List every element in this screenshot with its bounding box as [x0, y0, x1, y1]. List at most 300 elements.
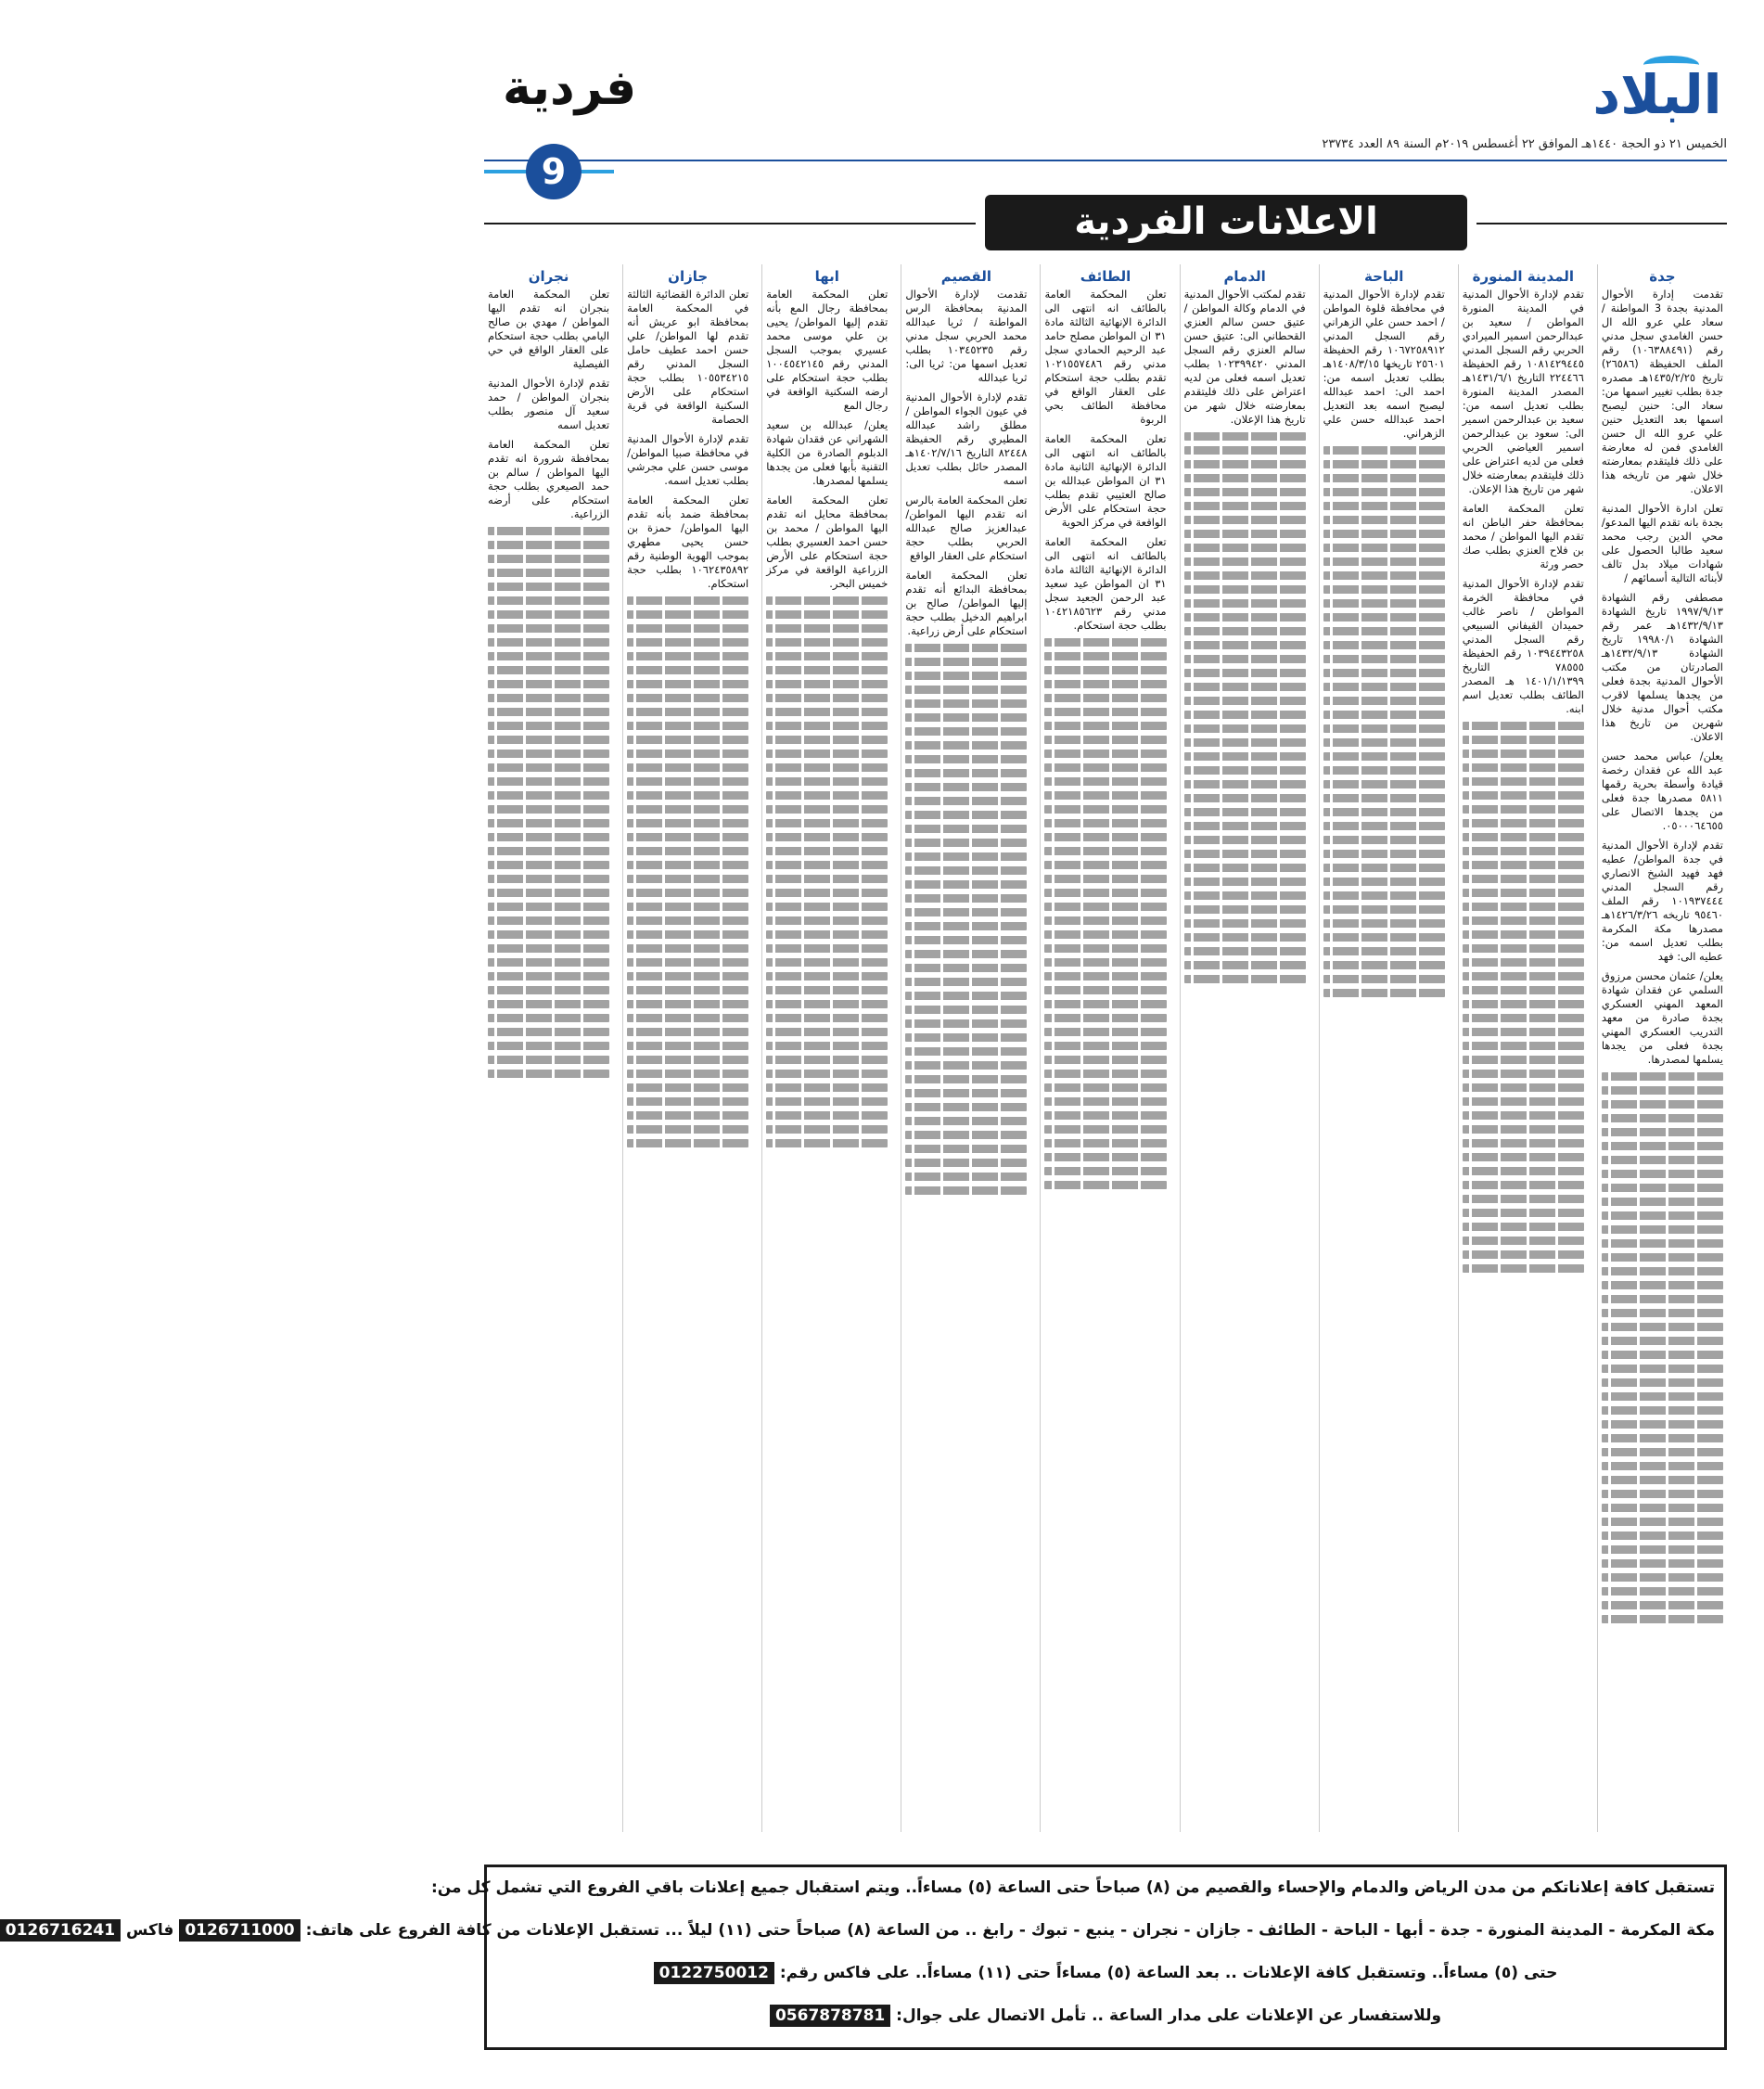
text-line-placeholder	[1463, 763, 1584, 772]
text-line-placeholder	[488, 583, 609, 591]
text-line-placeholder	[905, 1061, 1027, 1070]
text-line-placeholder	[1184, 585, 1306, 594]
text-line-placeholder	[1184, 891, 1306, 900]
city-heading: القصيم	[940, 268, 992, 285]
text-line-placeholder	[905, 686, 1027, 694]
text-line-placeholder	[1602, 1323, 1723, 1331]
text-line-placeholder	[905, 825, 1027, 833]
classified-ad: تعلن المحكمة العامة بالطائف انه انتهى الى الدائرة الإنهائية الثالثة مادة ٣١ ان المواطن عيد سعيد عبد الرحمن الجعيد سجل مدني رقم ١٠٤٢١٨٥٦٢٣ بطلب حجة استحكام.	[1044, 535, 1167, 632]
text-line-placeholder	[766, 708, 888, 716]
text-line-placeholder	[905, 922, 1027, 930]
text-line-placeholder	[766, 1097, 888, 1106]
city-heading: المدينة المنورة	[1472, 268, 1575, 285]
text-line-placeholder	[1323, 460, 1445, 468]
text-line-placeholder	[766, 1056, 888, 1064]
text-line-placeholder	[1323, 557, 1445, 566]
text-line-placeholder	[1323, 961, 1445, 969]
text-line-placeholder	[1602, 1392, 1723, 1401]
text-line-placeholder	[1602, 1615, 1723, 1623]
text-line-placeholder	[1184, 711, 1306, 719]
text-line-placeholder	[905, 755, 1027, 763]
text-line-placeholder	[1184, 947, 1306, 955]
text-line-placeholder	[488, 903, 609, 911]
text-line-placeholder	[905, 1047, 1027, 1056]
text-line-placeholder	[1044, 1153, 1166, 1161]
text-line-placeholder	[1323, 794, 1445, 802]
text-line-placeholder	[1602, 1267, 1723, 1275]
page-number-badge: 9	[526, 144, 582, 199]
logo-text: البلاد	[1592, 63, 1722, 126]
classified-ad: تعلن ادارة الأحوال المدنية بجدة بانه تقدم اليها المدعو/ محي الدين رجب محمد سعيد طالبا الحصول على شهادات ميلاد بدل تالف لأبنائه التالية أسمائهم /	[1601, 502, 1723, 584]
text-line-placeholder	[1463, 1000, 1584, 1008]
text-line-placeholder	[1323, 585, 1445, 594]
classified-ad: تقدم لإدارة الأحوال المدنية في محافظة الخرمة المواطن / ناصر غالب حميدان القيفاني السبيعي رقم السجل المدني ١٠٣٩٤٤٣٢٥٨ رقم الحفيظة ٧٨٥٥٥ التاريخ ١٤٠١/١/١٣٩٩ هـ المصدر الطائف بطلب تعديل اسم ابنه.	[1462, 577, 1584, 715]
text-line-placeholder	[488, 889, 609, 897]
text-line-placeholder	[1602, 1601, 1723, 1609]
text-line-placeholder	[488, 708, 609, 716]
text-line-placeholder	[1463, 1264, 1584, 1273]
classified-ad: تقدم لإدارة الأحوال المدنية في جدة المواطن/ عطيه فهد فهيد الشيخ الانصاري رقم السجل المدني ١٠١٩٣٧٤٤٤ رقم الملف ٩٥٤٦٠ تاريخه ١٤٢٦/٣/٢٦هـ مصدرها مكة المكرمة بطلب تعديل اسمه من: عطيه الى: فهد	[1601, 839, 1723, 963]
city-heading: الباحة	[1364, 268, 1404, 285]
text-line-placeholder	[627, 736, 748, 744]
text-line-placeholder	[766, 903, 888, 911]
text-line-placeholder	[1602, 1532, 1723, 1540]
text-line-placeholder	[905, 658, 1027, 666]
text-line-placeholder	[1044, 1083, 1166, 1092]
text-line-placeholder	[1323, 571, 1445, 580]
text-line-placeholder	[488, 1014, 609, 1022]
text-line-placeholder	[627, 610, 748, 619]
text-line-placeholder	[1463, 903, 1584, 911]
text-line-placeholder	[905, 894, 1027, 903]
text-line-placeholder	[488, 638, 609, 647]
text-line-placeholder	[1602, 1337, 1723, 1345]
contact-footer	[5, 1865, 1727, 2050]
text-line-placeholder	[1044, 791, 1166, 800]
phone-mobile[interactable]: 0567878781	[770, 2005, 890, 2027]
text-line-placeholder	[1184, 446, 1306, 455]
text-line-placeholder	[627, 596, 748, 605]
text-line-placeholder	[1044, 666, 1166, 674]
text-line-placeholder	[627, 958, 748, 967]
text-line-placeholder	[1184, 502, 1306, 510]
text-line-placeholder	[488, 916, 609, 925]
text-line-placeholder	[627, 750, 748, 758]
text-line-placeholder	[627, 694, 748, 702]
text-line-placeholder	[1323, 808, 1445, 816]
text-line-placeholder	[766, 833, 888, 841]
text-line-placeholder	[1602, 1295, 1723, 1303]
footer-line-4	[496, 2006, 1715, 2025]
classified-ad: تقدم لإدارة الأحوال المدنية في عيون الجواء المواطن / مطلق راشد عبدالله المطيري رقم الحفيظة ٨٢٤٤٨ التاريخ ١٤٠٢/٧/١٦هـ المصدر حائل بطلب تعديل اسمه	[905, 391, 1028, 487]
text-line-placeholder	[1184, 808, 1306, 816]
text-line-placeholder	[1463, 944, 1584, 953]
text-line-placeholder	[627, 1139, 748, 1147]
text-line-placeholder	[1184, 474, 1306, 482]
text-line-placeholder	[627, 680, 748, 688]
ad-column	[1040, 264, 1170, 1832]
text-line-placeholder	[1184, 864, 1306, 872]
text-line-placeholder	[627, 861, 748, 869]
text-line-placeholder	[1602, 1518, 1723, 1526]
text-line-placeholder	[766, 805, 888, 814]
text-line-placeholder	[1463, 986, 1584, 994]
text-line-placeholder	[1602, 1420, 1723, 1429]
text-line-placeholder	[1602, 1365, 1723, 1373]
classified-ad: يعلن/ عبدالله بن سعيد الشهراني عن فقدان شهادة الدبلوم الصادرة من الكلية التقنية بأبها فعلى من يجدها يسلمها لمصدرها.	[766, 418, 888, 487]
text-line-placeholder	[1184, 432, 1306, 441]
text-line-placeholder	[1463, 750, 1584, 758]
text-line-placeholder	[1463, 1014, 1584, 1022]
classified-ad: تعلن المحكمة العامة بنجران انه تقدم اليها المواطن / مهدي بن صالح اليامي بطلب حجة استحكام على العقار الواقع في حي الفيصلية	[488, 288, 610, 370]
text-line-placeholder	[766, 1000, 888, 1008]
text-line-placeholder	[1602, 1225, 1723, 1234]
phone-fax[interactable]: 0126716241	[0, 1919, 121, 1942]
text-line-placeholder	[1184, 933, 1306, 942]
text-line-placeholder	[1323, 766, 1445, 775]
text-line-placeholder	[1323, 864, 1445, 872]
text-line-placeholder	[488, 1000, 609, 1008]
text-line-placeholder	[1463, 875, 1584, 883]
text-line-placeholder	[1602, 1128, 1723, 1136]
text-line-placeholder	[627, 916, 748, 925]
text-line-placeholder	[1184, 655, 1306, 663]
classified-ad: تعلن المحكمة العامة بمحافظة البدائع أنه تقدم إليها المواطن/ صالح بن ابراهيم الدخيل بطلب حجة استحكام على أرض زراعية.	[905, 569, 1028, 637]
text-line-placeholder	[1602, 1100, 1723, 1109]
text-line-placeholder	[1602, 1156, 1723, 1164]
classified-ad: تعلن الدائرة القضائية الثالثة في المحكمة العامة بمحافظة ابو عريش أنه تقدم لها المواطن/ علي حسن احمد عطيف حامل السجل المدني رقم ١٠٥٥٣٤٢١٥ بطلب حجة استحكام على الأرض السكنية الواقعة في قرية الحصامة	[627, 288, 749, 426]
text-line-placeholder	[1184, 738, 1306, 747]
text-line-placeholder	[1602, 1545, 1723, 1554]
text-line-placeholder	[1323, 975, 1445, 983]
text-line-placeholder	[1323, 599, 1445, 608]
text-line-placeholder	[1463, 1139, 1584, 1147]
text-line-placeholder	[766, 1125, 888, 1134]
text-line-placeholder	[1602, 1559, 1723, 1568]
newspaper-logo	[1588, 37, 1727, 130]
text-line-placeholder	[905, 1173, 1027, 1181]
text-line-placeholder	[905, 866, 1027, 875]
text-line-placeholder	[1044, 1097, 1166, 1106]
text-line-placeholder	[627, 791, 748, 800]
text-line-placeholder	[766, 1042, 888, 1050]
text-line-placeholder	[766, 1083, 888, 1092]
text-line-placeholder	[1602, 1406, 1723, 1415]
text-line-placeholder	[1602, 1476, 1723, 1484]
classified-ad: تقدم لإدارة الأحوال المدنية في محافظة قلوة المواطن / احمد حسن علي الزهراني رقم السجل المدني ١٠٦٧٢٥٨٩١٢ رقم الحفيظة ٢٥٦٠١ تاريخها ١٤٠٨/٣/١٥هـ بطلب تعديل اسمه من: احمد الى: احمد عبدالله ليصبح اسمه بعد التعديل احمد عبدالله حسن علي الزهراني.	[1323, 288, 1445, 440]
text-line-placeholder	[488, 736, 609, 744]
text-line-placeholder	[488, 624, 609, 633]
text-line-placeholder	[1323, 711, 1445, 719]
text-line-placeholder	[1044, 847, 1166, 855]
text-line-placeholder	[1184, 766, 1306, 775]
text-line-placeholder	[1044, 750, 1166, 758]
classified-ad: تعلن المحكمة العامة بمحافظة ضمد بأنه تقدم اليها المواطن/ حمزة بن حسن يحيى مطهري بموجب الهوية الوطنية رقم ١٠٦٢٤٣٥٨٩٢ بطلب حجة استحكام.	[627, 493, 749, 590]
text-line-placeholder	[766, 610, 888, 619]
classified-ad: تعلن المحكمة العامة بالطائف انه انتهى الى الدائرة الإنهائية الثانية مادة ٣١ ان المواطن عبدالله بن صالح العتيبي تقدم بطلب حجة استحكام على الأرض الواقعة في مركز الحوية	[1044, 432, 1167, 529]
text-line-placeholder	[627, 666, 748, 674]
text-line-placeholder	[1044, 819, 1166, 827]
text-line-placeholder	[1323, 738, 1445, 747]
text-line-placeholder	[1044, 1042, 1166, 1050]
text-line-placeholder	[905, 727, 1027, 736]
text-line-placeholder	[905, 1145, 1027, 1153]
text-line-placeholder	[1463, 1209, 1584, 1217]
text-line-placeholder	[1323, 822, 1445, 830]
text-line-placeholder	[488, 847, 609, 855]
text-line-placeholder	[1602, 1434, 1723, 1442]
city-heading: الطائف	[1080, 268, 1131, 285]
text-line-placeholder	[488, 1070, 609, 1078]
text-line-placeholder	[1044, 1111, 1166, 1120]
text-line-placeholder	[1463, 861, 1584, 869]
text-line-placeholder	[905, 1033, 1027, 1042]
masthead	[484, 37, 1727, 158]
text-line-placeholder	[766, 638, 888, 647]
text-line-placeholder	[627, 1097, 748, 1106]
text-line-placeholder	[1463, 1153, 1584, 1161]
text-line-placeholder	[905, 978, 1027, 986]
text-line-placeholder	[1044, 944, 1166, 953]
text-line-placeholder	[1323, 989, 1445, 997]
text-line-placeholder	[1463, 1167, 1584, 1175]
text-line-placeholder	[488, 569, 609, 577]
text-line-placeholder	[1184, 571, 1306, 580]
text-line-placeholder	[1184, 683, 1306, 691]
text-line-placeholder	[766, 1111, 888, 1120]
text-line-placeholder	[1044, 903, 1166, 911]
text-line-placeholder	[1463, 958, 1584, 967]
text-line-placeholder	[488, 833, 609, 841]
text-line-placeholder	[766, 666, 888, 674]
text-line-placeholder	[488, 944, 609, 953]
text-line-placeholder	[1463, 1111, 1584, 1120]
text-line-placeholder	[1463, 1070, 1584, 1078]
text-line-placeholder	[766, 861, 888, 869]
text-line-placeholder	[766, 1028, 888, 1036]
text-line-placeholder	[1323, 850, 1445, 858]
text-line-placeholder	[627, 1056, 748, 1064]
text-line-placeholder	[1602, 1573, 1723, 1582]
text-line-placeholder	[627, 1111, 748, 1120]
text-line-placeholder	[905, 797, 1027, 805]
text-line-placeholder	[1323, 947, 1445, 955]
text-line-placeholder	[905, 811, 1027, 819]
text-line-placeholder	[627, 1042, 748, 1050]
ad-column	[484, 264, 613, 1832]
phone-fax-evening[interactable]: 0122750012	[654, 1962, 774, 1984]
text-line-placeholder	[1044, 1014, 1166, 1022]
text-line-placeholder	[1184, 878, 1306, 886]
banner-rule-left	[484, 223, 976, 224]
text-line-placeholder	[766, 596, 888, 605]
text-line-placeholder	[488, 861, 609, 869]
text-line-placeholder	[1044, 652, 1166, 660]
ad-column	[1180, 264, 1310, 1832]
text-line-placeholder	[1463, 1056, 1584, 1064]
text-line-placeholder	[488, 805, 609, 814]
text-line-placeholder	[488, 1042, 609, 1050]
text-line-placeholder	[488, 527, 609, 535]
text-line-placeholder	[488, 958, 609, 967]
text-line-placeholder	[488, 722, 609, 730]
text-line-placeholder	[627, 1083, 748, 1092]
text-line-placeholder	[1184, 544, 1306, 552]
classified-ad: تعلن المحكمة العامة بمحافظة رجال المع بأنه تقدم إليها المواطن/ يحيى بن علي موسى محمد عسيري بموجب السجل المدني رقم ١٠٠٤٥٤٢١٤٥ بطلب حجة استحكام على ارضه السكنية الواقعة في رجال المع	[766, 288, 888, 412]
text-line-placeholder	[1044, 1000, 1166, 1008]
text-line-placeholder	[1602, 1504, 1723, 1512]
text-line-placeholder	[1044, 889, 1166, 897]
text-line-placeholder	[1323, 752, 1445, 761]
text-line-placeholder	[1602, 1184, 1723, 1192]
text-line-placeholder	[905, 964, 1027, 972]
text-line-placeholder	[1184, 669, 1306, 677]
classified-ad: يعلن/ عباس محمد حسن عبد الله عن فقدان رخصة قيادة وأسطة بحرية رقمها ٥٨١١ مصدرها جدة فعلى من يجدها الاتصال على ٠٥٠٠٠٦٤٦٥٥.	[1601, 750, 1723, 832]
text-line-placeholder	[766, 1070, 888, 1078]
text-line-placeholder	[1463, 736, 1584, 744]
classified-ad: تعلن المحكمة العامة بمحافظة شرورة انه تقدم اليها المواطن / سالم بن حمد الصيعري بطلب حجة استحكام على أرضه الزراعية.	[488, 438, 610, 520]
text-line-placeholder	[1184, 460, 1306, 468]
ad-column	[1319, 264, 1449, 1832]
text-line-placeholder	[1323, 446, 1445, 455]
text-line-placeholder	[1323, 683, 1445, 691]
text-line-placeholder	[488, 750, 609, 758]
text-line-placeholder	[488, 972, 609, 980]
text-line-placeholder	[1184, 752, 1306, 761]
text-line-placeholder	[1463, 916, 1584, 925]
text-line-placeholder	[766, 930, 888, 939]
text-line-placeholder	[766, 958, 888, 967]
text-line-placeholder	[1323, 891, 1445, 900]
text-line-placeholder	[905, 1159, 1027, 1167]
text-line-placeholder	[1463, 1125, 1584, 1134]
text-line-placeholder	[766, 819, 888, 827]
text-line-placeholder	[488, 541, 609, 549]
text-line-placeholder	[1463, 1097, 1584, 1106]
text-line-placeholder	[905, 672, 1027, 680]
text-line-placeholder	[1602, 1114, 1723, 1122]
text-line-placeholder	[627, 1028, 748, 1036]
text-line-placeholder	[627, 652, 748, 660]
text-line-placeholder	[1323, 933, 1445, 942]
text-line-placeholder	[1044, 777, 1166, 786]
text-line-placeholder	[1323, 474, 1445, 482]
text-line-placeholder	[766, 1014, 888, 1022]
text-line-placeholder	[1463, 777, 1584, 786]
ad-column	[1458, 264, 1588, 1832]
ad-column	[622, 264, 752, 1832]
text-line-placeholder	[627, 930, 748, 939]
city-heading: نجران	[528, 268, 569, 285]
city-heading: ابها	[814, 268, 839, 285]
phone-main[interactable]: 0126711000	[179, 1919, 300, 1942]
text-line-placeholder	[488, 666, 609, 674]
text-line-placeholder	[627, 847, 748, 855]
footer-line-3-text: حتى (٥) مساءاً.. وتستقبل كافة الإعلانات .. بعد الساعة (٥) مساءاً حتى (١١) مساءاً.. على فاكس رقم:	[779, 1964, 1558, 1982]
text-line-placeholder	[488, 791, 609, 800]
text-line-placeholder	[1184, 516, 1306, 524]
text-line-placeholder	[627, 1000, 748, 1008]
classified-ad: تقدمت لإدارة الأحوال المدنية بمحافظة الرس المواطنة / ثريا عبدالله محمد الحربي سجل مدني رقم ١٠٣٤٥٢٣٥ بطلب تعديل اسمها من: ثريا الى: ثريا عبدالله	[905, 288, 1028, 384]
text-line-placeholder	[1463, 1237, 1584, 1245]
classified-ad: تعلن المحكمة العامة بالطائف انه انتهى الى الدائرة الإنهائية الثالثة مادة ٣١ ان المواطن مصلح حامد عبد الرحيم الحمادي سجل مدني رقم ١٠٢١٥٥٧٤٨٦ تقدم بطلب حجة استحكام على العقار الواقع في محافظة الطائف بحي الربوة	[1044, 288, 1167, 426]
text-line-placeholder	[1044, 1070, 1166, 1078]
text-line-placeholder	[1184, 919, 1306, 928]
text-line-placeholder	[905, 1006, 1027, 1014]
text-line-placeholder	[905, 908, 1027, 916]
text-line-placeholder	[1602, 1086, 1723, 1095]
text-line-placeholder	[1463, 889, 1584, 897]
text-line-placeholder	[488, 819, 609, 827]
classified-ad: تعلن المحكمة العامة بالرس انه تقدم اليها المواطن/ عبدالعزيز صالح عبدالله الحربي بطلب حجة استحكام على العقار الواقع	[905, 493, 1028, 562]
text-line-placeholder	[766, 847, 888, 855]
text-line-placeholder	[1602, 1142, 1723, 1150]
text-line-placeholder	[1044, 875, 1166, 883]
text-line-placeholder	[1323, 530, 1445, 538]
text-line-placeholder	[1184, 488, 1306, 496]
text-line-placeholder	[627, 1070, 748, 1078]
footer-line-1: تستقبل كافة إعلاناتكم من مدن الرياض والدمام والإحساء والقصيم من (٨) صباحاً حتى الساعة (٥) مساءاً.. ويتم استقبال جميع إعلانات باقي الفروع التي تشمل كل من:	[430, 1878, 1715, 1897]
city-heading: جدة	[1649, 268, 1676, 285]
text-line-placeholder	[905, 699, 1027, 708]
text-line-placeholder	[905, 769, 1027, 777]
text-line-placeholder	[766, 875, 888, 883]
text-line-placeholder	[905, 839, 1027, 847]
text-line-placeholder	[1323, 627, 1445, 635]
text-line-placeholder	[1323, 919, 1445, 928]
text-line-placeholder	[905, 783, 1027, 791]
text-line-placeholder	[488, 596, 609, 605]
text-line-placeholder	[1323, 905, 1445, 914]
text-line-placeholder	[488, 1056, 609, 1064]
text-line-placeholder	[488, 986, 609, 994]
text-line-placeholder	[1184, 641, 1306, 649]
text-line-placeholder	[1044, 1181, 1166, 1189]
text-line-placeholder	[1323, 516, 1445, 524]
text-line-placeholder	[1323, 697, 1445, 705]
text-line-placeholder	[905, 713, 1027, 722]
issue-info: الخميس ٢١ ذو الحجة ١٤٤٠هـ الموافق ٢٢ أغسطس ٢٠١٩م السنة ٨٩ العدد ٢٣٧٣٤	[1322, 137, 1727, 151]
text-line-placeholder	[1184, 822, 1306, 830]
text-line-placeholder	[1044, 861, 1166, 869]
text-line-placeholder	[766, 763, 888, 772]
text-line-placeholder	[627, 638, 748, 647]
classified-ad: تقدم لإدارة الأحوال المدنية بنجران المواطن / حمد سعيد آل منصور بطلب تعديل اسمه	[488, 377, 610, 431]
ad-columns	[484, 264, 1727, 1832]
text-line-placeholder	[1044, 708, 1166, 716]
text-line-placeholder	[766, 750, 888, 758]
text-line-placeholder	[766, 736, 888, 744]
text-line-placeholder	[488, 694, 609, 702]
text-line-placeholder	[1463, 1083, 1584, 1092]
text-line-placeholder	[1044, 833, 1166, 841]
text-line-placeholder	[766, 680, 888, 688]
text-line-placeholder	[766, 916, 888, 925]
text-line-placeholder	[1044, 972, 1166, 980]
text-line-placeholder	[488, 610, 609, 619]
text-line-placeholder	[1602, 1211, 1723, 1220]
text-line-placeholder	[1323, 780, 1445, 788]
text-line-placeholder	[1323, 878, 1445, 886]
text-line-placeholder	[627, 875, 748, 883]
text-line-placeholder	[627, 944, 748, 953]
classifieds-banner	[985, 195, 1467, 250]
text-line-placeholder	[1184, 975, 1306, 983]
text-line-placeholder	[1463, 722, 1584, 730]
text-line-placeholder	[1323, 641, 1445, 649]
text-line-placeholder	[1602, 1239, 1723, 1248]
text-line-placeholder	[1184, 599, 1306, 608]
